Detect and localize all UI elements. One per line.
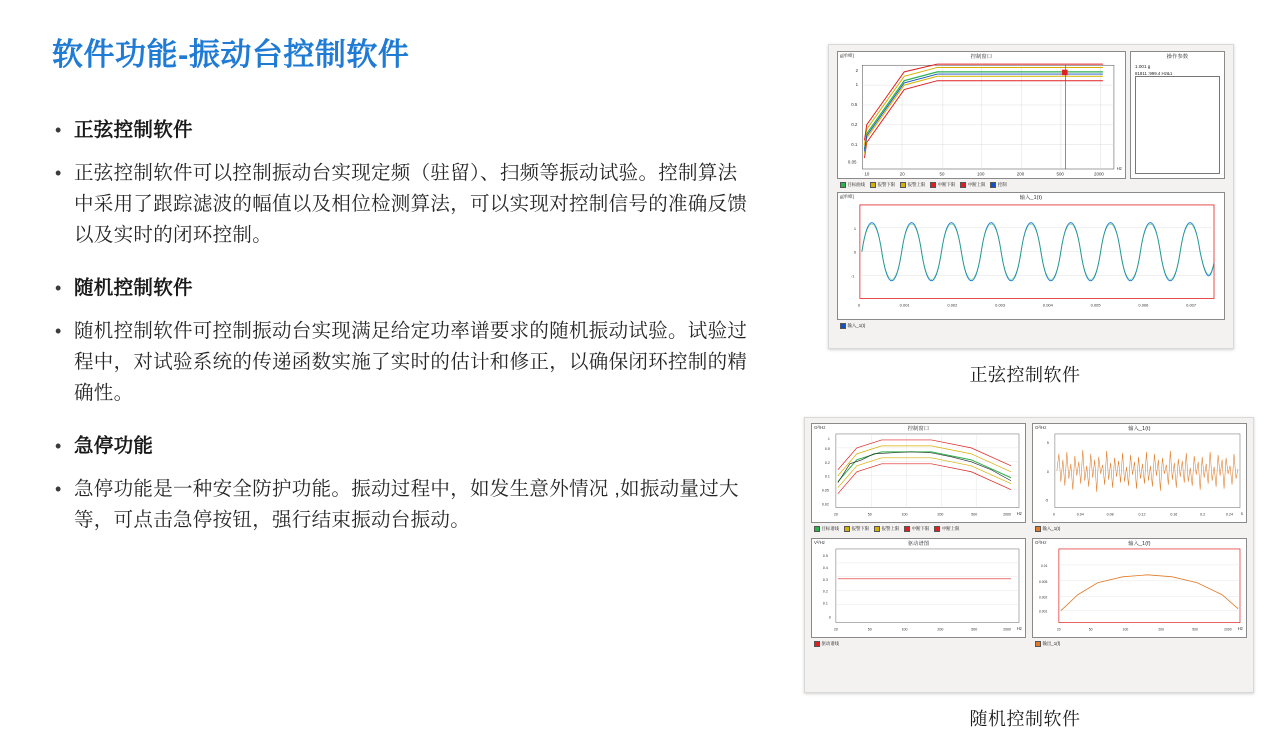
svg-text:1: 1 <box>827 436 830 441</box>
svg-text:500: 500 <box>971 627 978 632</box>
bullet-heading-text: 正弦控制软件 <box>74 119 193 142</box>
sine-control-plot-title: 控制窗口 <box>970 54 993 60</box>
figure-caption-sine: 正弦控制软件 <box>969 365 1081 385</box>
bullet-list <box>52 115 752 536</box>
sine-params-readout-box <box>1135 76 1220 174</box>
legend-item <box>814 641 839 647</box>
legend-label: 目标谱线 <box>821 525 840 531</box>
svg-text:500: 500 <box>971 512 978 517</box>
legend-label: 控制 <box>997 181 1007 187</box>
random-input-time-canvas <box>1033 424 1246 522</box>
legend-swatch-abort-high-icon <box>934 526 940 532</box>
svg-text:200: 200 <box>1158 627 1165 632</box>
svg-text:0.24: 0.24 <box>1226 512 1234 517</box>
bullet-marker-icon: • <box>55 163 62 184</box>
svg-text:1: 1 <box>853 225 857 231</box>
random-control-ylabel: G²/Hz <box>814 425 826 430</box>
sine-control-plot <box>837 51 1126 179</box>
svg-text:0.002: 0.002 <box>947 302 958 308</box>
screenshot-sine-software <box>828 44 1234 349</box>
legend-swatch-input-icon <box>1035 526 1041 532</box>
svg-text:0.2: 0.2 <box>824 460 830 465</box>
screenshot-random-software <box>804 417 1254 693</box>
random-control-canvas <box>812 424 1025 522</box>
svg-text:2000: 2000 <box>1003 627 1012 632</box>
svg-text:500: 500 <box>1192 627 1198 632</box>
svg-text:0.5: 0.5 <box>851 102 858 108</box>
svg-text:0.1: 0.1 <box>824 474 830 479</box>
text-column <box>52 36 752 550</box>
legend-label: 中断上限 <box>941 525 960 531</box>
figure-column <box>800 44 1250 739</box>
bullet-marker-icon: • <box>55 479 62 500</box>
random-output-spectrum-plot <box>1032 538 1247 638</box>
random-output-xlabel: Hz <box>1237 626 1243 631</box>
bullet-body-text: 正弦控制软件可以控制振动台实现定频（驻留）、扫频等振动试验。控制算法中采用了跟踪滤波的幅值以及相位检测算法，可以实现对控制信号的准确反馈以及实时的闭环控制。 <box>74 162 748 247</box>
svg-text:100: 100 <box>977 171 985 177</box>
svg-text:50: 50 <box>867 512 872 517</box>
sine-params-value-1: 1.001 g <box>1135 64 1151 69</box>
svg-text:200: 200 <box>1016 171 1025 177</box>
random-output-spectrum-cell <box>1032 538 1247 649</box>
random-drive-cell <box>811 538 1026 649</box>
page-title: 软件功能-振动台控制软件 <box>52 37 410 72</box>
svg-text:0.05: 0.05 <box>821 488 829 493</box>
legend-item <box>1035 526 1060 532</box>
sine-waveform-title: 输入_1(t) <box>1019 195 1043 201</box>
sine-control-plot-canvas <box>838 52 1125 187</box>
random-drive-xlabel: Hz <box>1016 626 1022 631</box>
legend-swatch-input-icon <box>840 323 846 329</box>
svg-text:0.2: 0.2 <box>822 589 828 594</box>
svg-text:0.4: 0.4 <box>822 565 828 570</box>
svg-text:100: 100 <box>901 627 908 632</box>
svg-text:5: 5 <box>1046 440 1049 445</box>
bullet-body-text: 急停功能是一种安全防护功能。振动过程中，如发生意外情况 ,如振动量过大等，可点击急停按钮，强行结束振动台振动。 <box>74 478 739 532</box>
legend-label: 中断上限 <box>967 181 986 187</box>
random-drive-plot <box>811 538 1026 638</box>
bullet-body-text: 随机控制软件可控制振动台实现满足给定功率谱要求的随机振动试验。试验过程中，对试验系统的传递函数实施了实时的估计和修正，以确保闭环控制的精确性。 <box>74 320 748 405</box>
svg-text:20: 20 <box>833 512 838 517</box>
svg-text:50: 50 <box>867 627 872 632</box>
bullet-marker-icon: • <box>55 321 62 342</box>
svg-text:0.005: 0.005 <box>1038 579 1048 584</box>
svg-text:50: 50 <box>1088 627 1093 632</box>
legend-item <box>814 526 839 532</box>
random-output-legend <box>1032 638 1247 649</box>
legend-item <box>840 323 865 329</box>
bullet-item-random-heading <box>52 273 752 304</box>
figure-sine <box>800 44 1250 387</box>
svg-text:0.12: 0.12 <box>1138 512 1146 517</box>
sine-control-xlabel: Hz <box>1116 166 1122 171</box>
bullet-item-estop-heading <box>52 431 752 462</box>
svg-text:200: 200 <box>937 512 944 517</box>
legend-label: 报警上限 <box>907 181 926 187</box>
svg-text:2000: 2000 <box>1003 512 1012 517</box>
svg-text:0.004: 0.004 <box>1042 302 1053 308</box>
svg-text:100: 100 <box>901 512 908 517</box>
sine-params-value-2: 81811 :999.4 Hz&1 <box>1135 71 1173 76</box>
random-drive-ylabel: V²/Hz <box>814 540 825 545</box>
legend-item <box>904 526 929 532</box>
bullet-marker-icon: • <box>55 436 62 457</box>
bullet-item-estop-body <box>52 474 752 536</box>
legend-label: 输出_1(f) <box>1042 640 1061 646</box>
svg-text:0.001: 0.001 <box>1038 609 1048 614</box>
svg-text:0.16: 0.16 <box>1170 512 1178 517</box>
legend-label: 中断下限 <box>937 181 956 187</box>
random-bottom-row <box>811 538 1247 649</box>
legend-label: 报警下限 <box>877 181 896 187</box>
random-output-ylabel: G²/Hz <box>1035 540 1047 545</box>
bullet-item-sine-heading <box>52 115 752 146</box>
random-input-time-plot <box>1032 423 1247 523</box>
svg-text:50: 50 <box>939 171 945 177</box>
svg-text:0.04: 0.04 <box>1076 512 1084 517</box>
svg-text:500: 500 <box>1056 171 1064 177</box>
svg-text:0.006: 0.006 <box>1138 302 1149 308</box>
svg-text:0.1: 0.1 <box>822 601 828 606</box>
svg-text:-5: -5 <box>1044 498 1049 503</box>
svg-text:100: 100 <box>1122 627 1129 632</box>
svg-text:200: 200 <box>937 627 944 632</box>
sine-waveform-legend <box>837 320 1225 331</box>
sine-top-row <box>837 51 1225 179</box>
legend-item <box>934 526 959 532</box>
sine-control-ylabel: g[单峰] <box>840 53 854 58</box>
svg-text:0.02: 0.02 <box>821 502 829 507</box>
svg-text:0: 0 <box>853 249 857 255</box>
random-input-time-title: 输入_1(t) <box>1128 426 1151 432</box>
random-control-cell <box>811 423 1026 534</box>
svg-text:0.3: 0.3 <box>822 577 828 582</box>
random-control-legend <box>811 523 1026 534</box>
legend-label: 输入_1(t) <box>847 322 866 328</box>
sine-waveform-ylabel: g[单峰] <box>840 194 854 199</box>
random-drive-legend <box>811 638 1026 649</box>
bullet-marker-icon: • <box>55 120 62 141</box>
random-input-time-ylabel: G²/Hz <box>1035 425 1047 430</box>
svg-text:1: 1 <box>855 82 859 88</box>
svg-text:0.003: 0.003 <box>995 302 1006 308</box>
figure-random <box>800 417 1250 731</box>
svg-text:0.001: 0.001 <box>899 302 910 308</box>
random-output-canvas <box>1033 539 1246 637</box>
svg-text:2000: 2000 <box>1224 627 1232 632</box>
svg-text:0.01: 0.01 <box>1040 563 1048 568</box>
bullet-item-sine-body <box>52 158 752 251</box>
svg-text:0: 0 <box>828 615 831 620</box>
sine-params-title: 操作参数 <box>1166 54 1189 60</box>
legend-swatch-output-icon <box>1035 641 1041 647</box>
svg-text:0.2: 0.2 <box>1200 512 1206 517</box>
legend-label: 报警下限 <box>851 525 870 531</box>
legend-label: 中断下限 <box>911 525 930 531</box>
svg-text:0: 0 <box>857 302 861 308</box>
svg-text:20: 20 <box>833 627 838 632</box>
svg-text:-1: -1 <box>850 273 855 279</box>
svg-text:0.007: 0.007 <box>1186 302 1197 308</box>
figure-caption-random: 随机控制软件 <box>969 709 1081 729</box>
svg-text:0.08: 0.08 <box>1106 512 1114 517</box>
svg-text:0: 0 <box>1046 469 1049 474</box>
svg-text:10: 10 <box>864 171 870 177</box>
svg-text:20: 20 <box>899 171 905 177</box>
legend-swatch-abort-low-icon <box>904 526 910 532</box>
bullet-item-random-body <box>52 316 752 409</box>
svg-text:0.1: 0.1 <box>851 141 858 147</box>
sine-operation-params-panel <box>1130 51 1225 179</box>
svg-text:0.002: 0.002 <box>1038 595 1048 600</box>
legend-swatch-alarm-high-icon <box>874 526 880 532</box>
legend-swatch-target-icon <box>814 526 820 532</box>
legend-item <box>844 526 869 532</box>
random-control-plot <box>811 423 1026 523</box>
svg-text:0.2: 0.2 <box>851 121 858 127</box>
random-control-title: 控制窗口 <box>907 426 930 432</box>
random-input-time-xlabel: s <box>1240 511 1243 516</box>
svg-text:0.5: 0.5 <box>824 446 830 451</box>
legend-label: 输入_1(t) <box>1042 525 1061 531</box>
legend-item <box>874 526 899 532</box>
svg-text:0.005: 0.005 <box>1090 302 1101 308</box>
svg-text:2000: 2000 <box>1094 171 1104 177</box>
random-input-time-legend <box>1032 523 1247 534</box>
random-control-xlabel: Hz <box>1016 511 1022 516</box>
bullet-heading-text: 随机控制软件 <box>74 277 193 300</box>
svg-text:0.5: 0.5 <box>822 553 828 558</box>
legend-label: 驱动谱线 <box>821 640 840 646</box>
random-output-title: 输入_1(f) <box>1128 541 1151 547</box>
random-top-row <box>811 423 1247 534</box>
random-input-time-cell <box>1032 423 1247 534</box>
legend-label: 目标曲线 <box>847 181 866 187</box>
bullet-heading-text: 急停功能 <box>74 435 154 458</box>
random-drive-canvas <box>812 539 1025 637</box>
legend-item <box>1035 641 1060 647</box>
sine-time-waveform-plot <box>837 192 1225 320</box>
legend-swatch-drive-icon <box>814 641 820 647</box>
sine-waveform-canvas <box>838 193 1224 314</box>
svg-text:0: 0 <box>1052 512 1055 517</box>
random-drive-title: 驱动谱图 <box>907 541 930 547</box>
bullet-marker-icon: • <box>55 278 62 299</box>
legend-label: 报警上限 <box>881 525 900 531</box>
legend-swatch-alarm-low-icon <box>844 526 850 532</box>
svg-text:2: 2 <box>855 67 859 73</box>
svg-text:0.05: 0.05 <box>847 159 857 165</box>
svg-text:20: 20 <box>1056 627 1061 632</box>
